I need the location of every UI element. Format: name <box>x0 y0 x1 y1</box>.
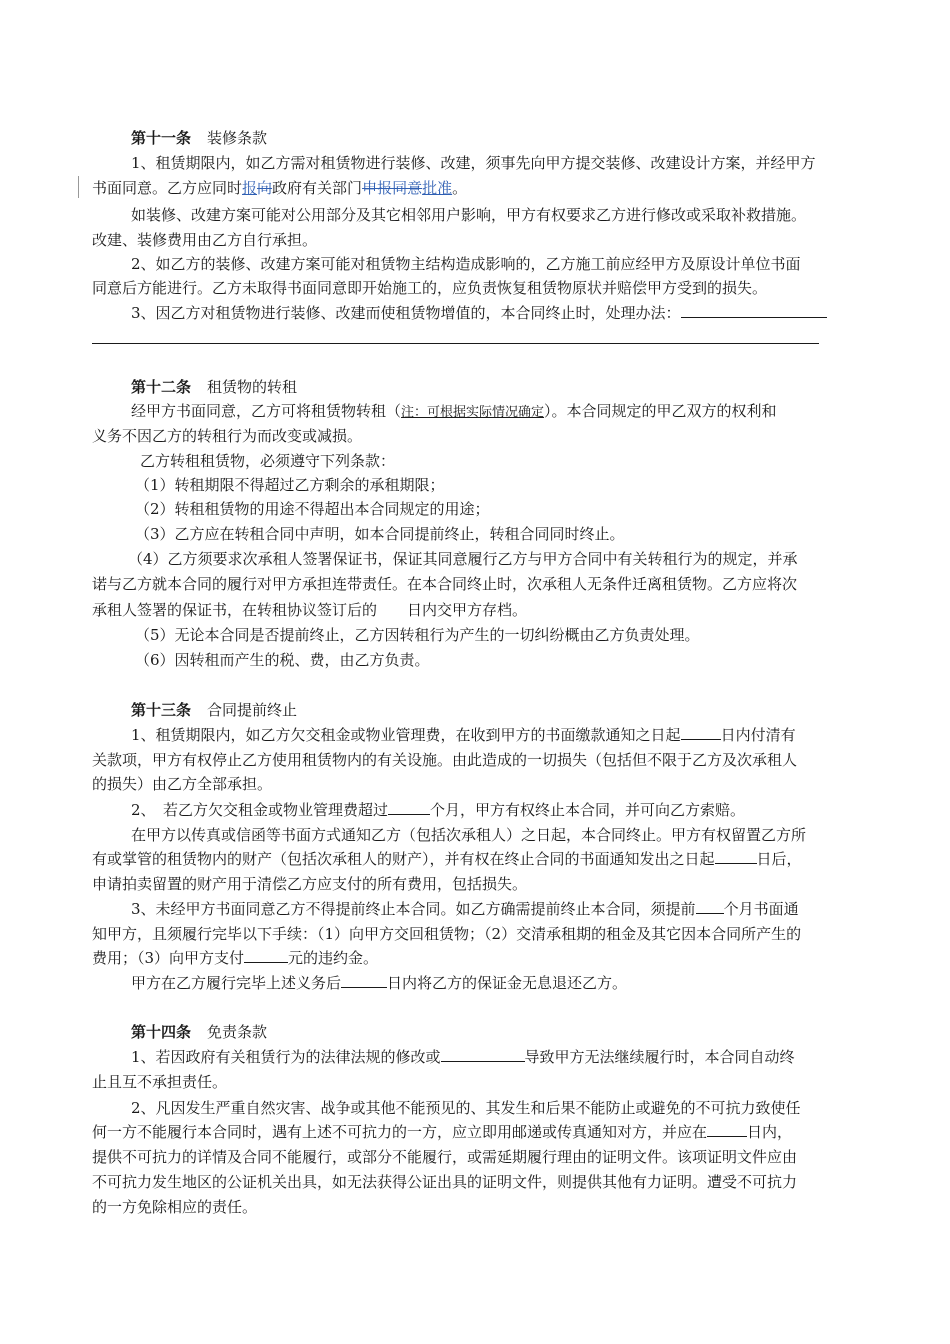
paragraph-line: 有或掌管的租赁物内的财产（包括次承租人的财产），并有权在终止合同的书面通知发出之日起 日后， <box>92 850 802 868</box>
paragraph-line: 同意后方能进行。乙方未取得书面同意即开始施工的，应负责恢复租赁物原状并赔偿甲方受到的损失。 <box>92 279 768 297</box>
list-item-continued: 承租人签署的保证书，在转租协议签订后的 日内交甲方存档。 <box>92 601 528 619</box>
list-item: （6）因转租而产生的税、费，由乙方负责。 <box>135 651 430 669</box>
paragraph-line: 3、未经甲方书面同意乙方不得提前终止本合同。如乙方确需提前终止本合同，须提前 个月书面通 <box>131 900 799 918</box>
article-title: 免责条款 <box>207 1023 268 1041</box>
list-item: （4）乙方须要求次承租人签署保证书，保证其同意履行乙方与甲方合同中有关转租行为的规定，并承 <box>128 550 798 568</box>
paragraph-line-tracked: 书面同意。乙方应同时报向政府有关部门申报同意批准。 <box>92 179 468 197</box>
list-item: （1）转租期限不得超过乙方剩余的承租期限； <box>135 476 445 494</box>
fill-blank <box>681 303 827 318</box>
fill-blank <box>696 899 724 914</box>
paragraph-line: 的损失）由乙方全部承担。 <box>92 775 273 793</box>
paragraph-line: 1、租赁期限内，如乙方欠交租金或物业管理费，在收到甲方的书面缴款通知之日起 日内付清有 <box>131 726 796 744</box>
article-title: 装修条款 <box>207 129 268 147</box>
article-11-heading <box>131 128 267 148</box>
paragraph-line: 1、租赁期限内，如乙方需对租赁物进行装修、改建，须事先向甲方提交装修、改建设计方案，并经甲方 <box>131 154 816 172</box>
paragraph-line: 在甲方以传真或信函等书面方式通知乙方（包括次承租人）之日起，本合同终止。甲方有权留置乙方所 <box>131 826 807 844</box>
article-title: 租赁物的转租 <box>207 378 298 396</box>
paragraph-line: 2、如乙方的装修、改建方案可能对租赁物主结构造成影响的，乙方施工前应经甲方及原设计单位书面 <box>131 255 801 273</box>
paragraph-line: 申请拍卖留置的财产用于清偿乙方应支付的所有费用，包括损失。 <box>92 875 528 893</box>
list-item-continued: 诺与乙方就本合同的履行对甲方承担连带责任。在本合同终止时，次承租人无条件迁离租赁物。乙方应将次 <box>92 575 798 593</box>
revision-bar <box>78 176 79 198</box>
paragraph-line: 3、因乙方对租赁物进行装修、改建而使租赁物增值的，本合同终止时，处理办法： <box>131 303 827 323</box>
fill-blank-line <box>92 343 819 344</box>
paragraph-line: 提供不可抗力的详情及合同不能履行，或部分不能履行，或需延期履行理由的证明文件。该项证明文件应由 <box>92 1148 798 1166</box>
list-item: （2）转租租赁物的用途不得超出本合同规定的用途； <box>135 500 490 518</box>
article-number: 第十二条 <box>131 378 192 396</box>
article-number: 第十一条 <box>131 129 192 147</box>
paragraph-line: 2、凡因发生严重自然灾害、战争或其他不能预见的、其发生和后果不能防止或避免的不可抗力致使任 <box>131 1099 801 1117</box>
paragraph-line: 何一方不能履行本合同时，遇有上述不可抗力的一方，应立即用邮递或传真通知对方，并应在 日内， <box>92 1123 793 1141</box>
paragraph-line: 1、若因政府有关租赁行为的法律法规的修改或 导致甲方无法继续履行时，本合同自动终 <box>131 1048 795 1066</box>
paragraph-line: 费用；（3）向甲方支付 元的违约金。 <box>92 949 379 967</box>
fill-blank <box>388 800 430 815</box>
paragraph-line: 2、 若乙方欠交租金或物业管理费超过 个月，甲方有权终止本合同，并可向乙方索赔。 <box>131 801 746 819</box>
paragraph-line: 乙方转租租赁物，必须遵守下列条款： <box>140 452 396 470</box>
paragraph-line: 改建、装修费用由乙方自行承担。 <box>92 231 318 249</box>
paragraph-line: 经甲方书面同意，乙方可将租赁物转租（注：可根据实际情况确定）。本合同规定的甲乙双方的权利和 <box>131 402 777 420</box>
list-item: （3）乙方应在转租合同中声明，如本合同提前终止，转租合同同时终止。 <box>135 525 625 543</box>
paragraph-line: 关款项，甲方有权停止乙方使用租赁物内的有关设施。由此造成的一切损失（包括但不限于乙方及次承租人 <box>92 751 798 769</box>
article-number: 第十四条 <box>131 1023 192 1041</box>
paragraph-line: 如装修、改建方案可能对公用部分及其它相邻用户影响，甲方有权要求乙方进行修改或采取补救措施。 <box>131 206 807 224</box>
fill-blank <box>707 1122 747 1137</box>
article-12-heading <box>131 377 297 397</box>
article-number: 第十三条 <box>131 701 192 719</box>
inserted-text: 报 <box>242 179 258 197</box>
article-14-heading <box>131 1022 267 1042</box>
list-item: （5）无论本合同是否提前终止，乙方因转租行为产生的一切纠纷概由乙方负责处理。 <box>135 626 700 644</box>
note-text: 注：可根据实际情况确定 <box>401 405 545 420</box>
paragraph-line: 甲方在乙方履行完毕上述义务后 日内将乙方的保证金无息退还乙方。 <box>131 974 628 992</box>
fill-blank <box>441 1047 525 1062</box>
fill-blank <box>244 948 288 963</box>
paragraph-line: 知甲方，且须履行完毕以下手续：（1）向甲方交回租赁物；（2）交清承租期的租金及其它因本合同所产生的 <box>92 925 802 943</box>
paragraph-line: 止且互不承担责任。 <box>92 1073 228 1091</box>
article-13-heading <box>131 700 297 720</box>
inserted-text: 批准 <box>422 179 453 197</box>
paragraph-line: 不可抗力发生地区的公证机关出具，如无法获得公证出具的证明文件，则提供其他有力证明。遭受不可抗力 <box>92 1173 798 1191</box>
article-title: 合同提前终止 <box>207 701 298 719</box>
fill-blank <box>681 725 721 740</box>
deleted-text: 申报同意 <box>362 179 423 197</box>
fill-blank <box>341 973 387 988</box>
paragraph-line: 的一方免除相应的责任。 <box>92 1198 258 1216</box>
paragraph-line: 义务不因乙方的转租行为而改变或减损。 <box>92 427 363 445</box>
fill-blank <box>715 849 757 864</box>
deleted-text: 向 <box>257 179 273 197</box>
